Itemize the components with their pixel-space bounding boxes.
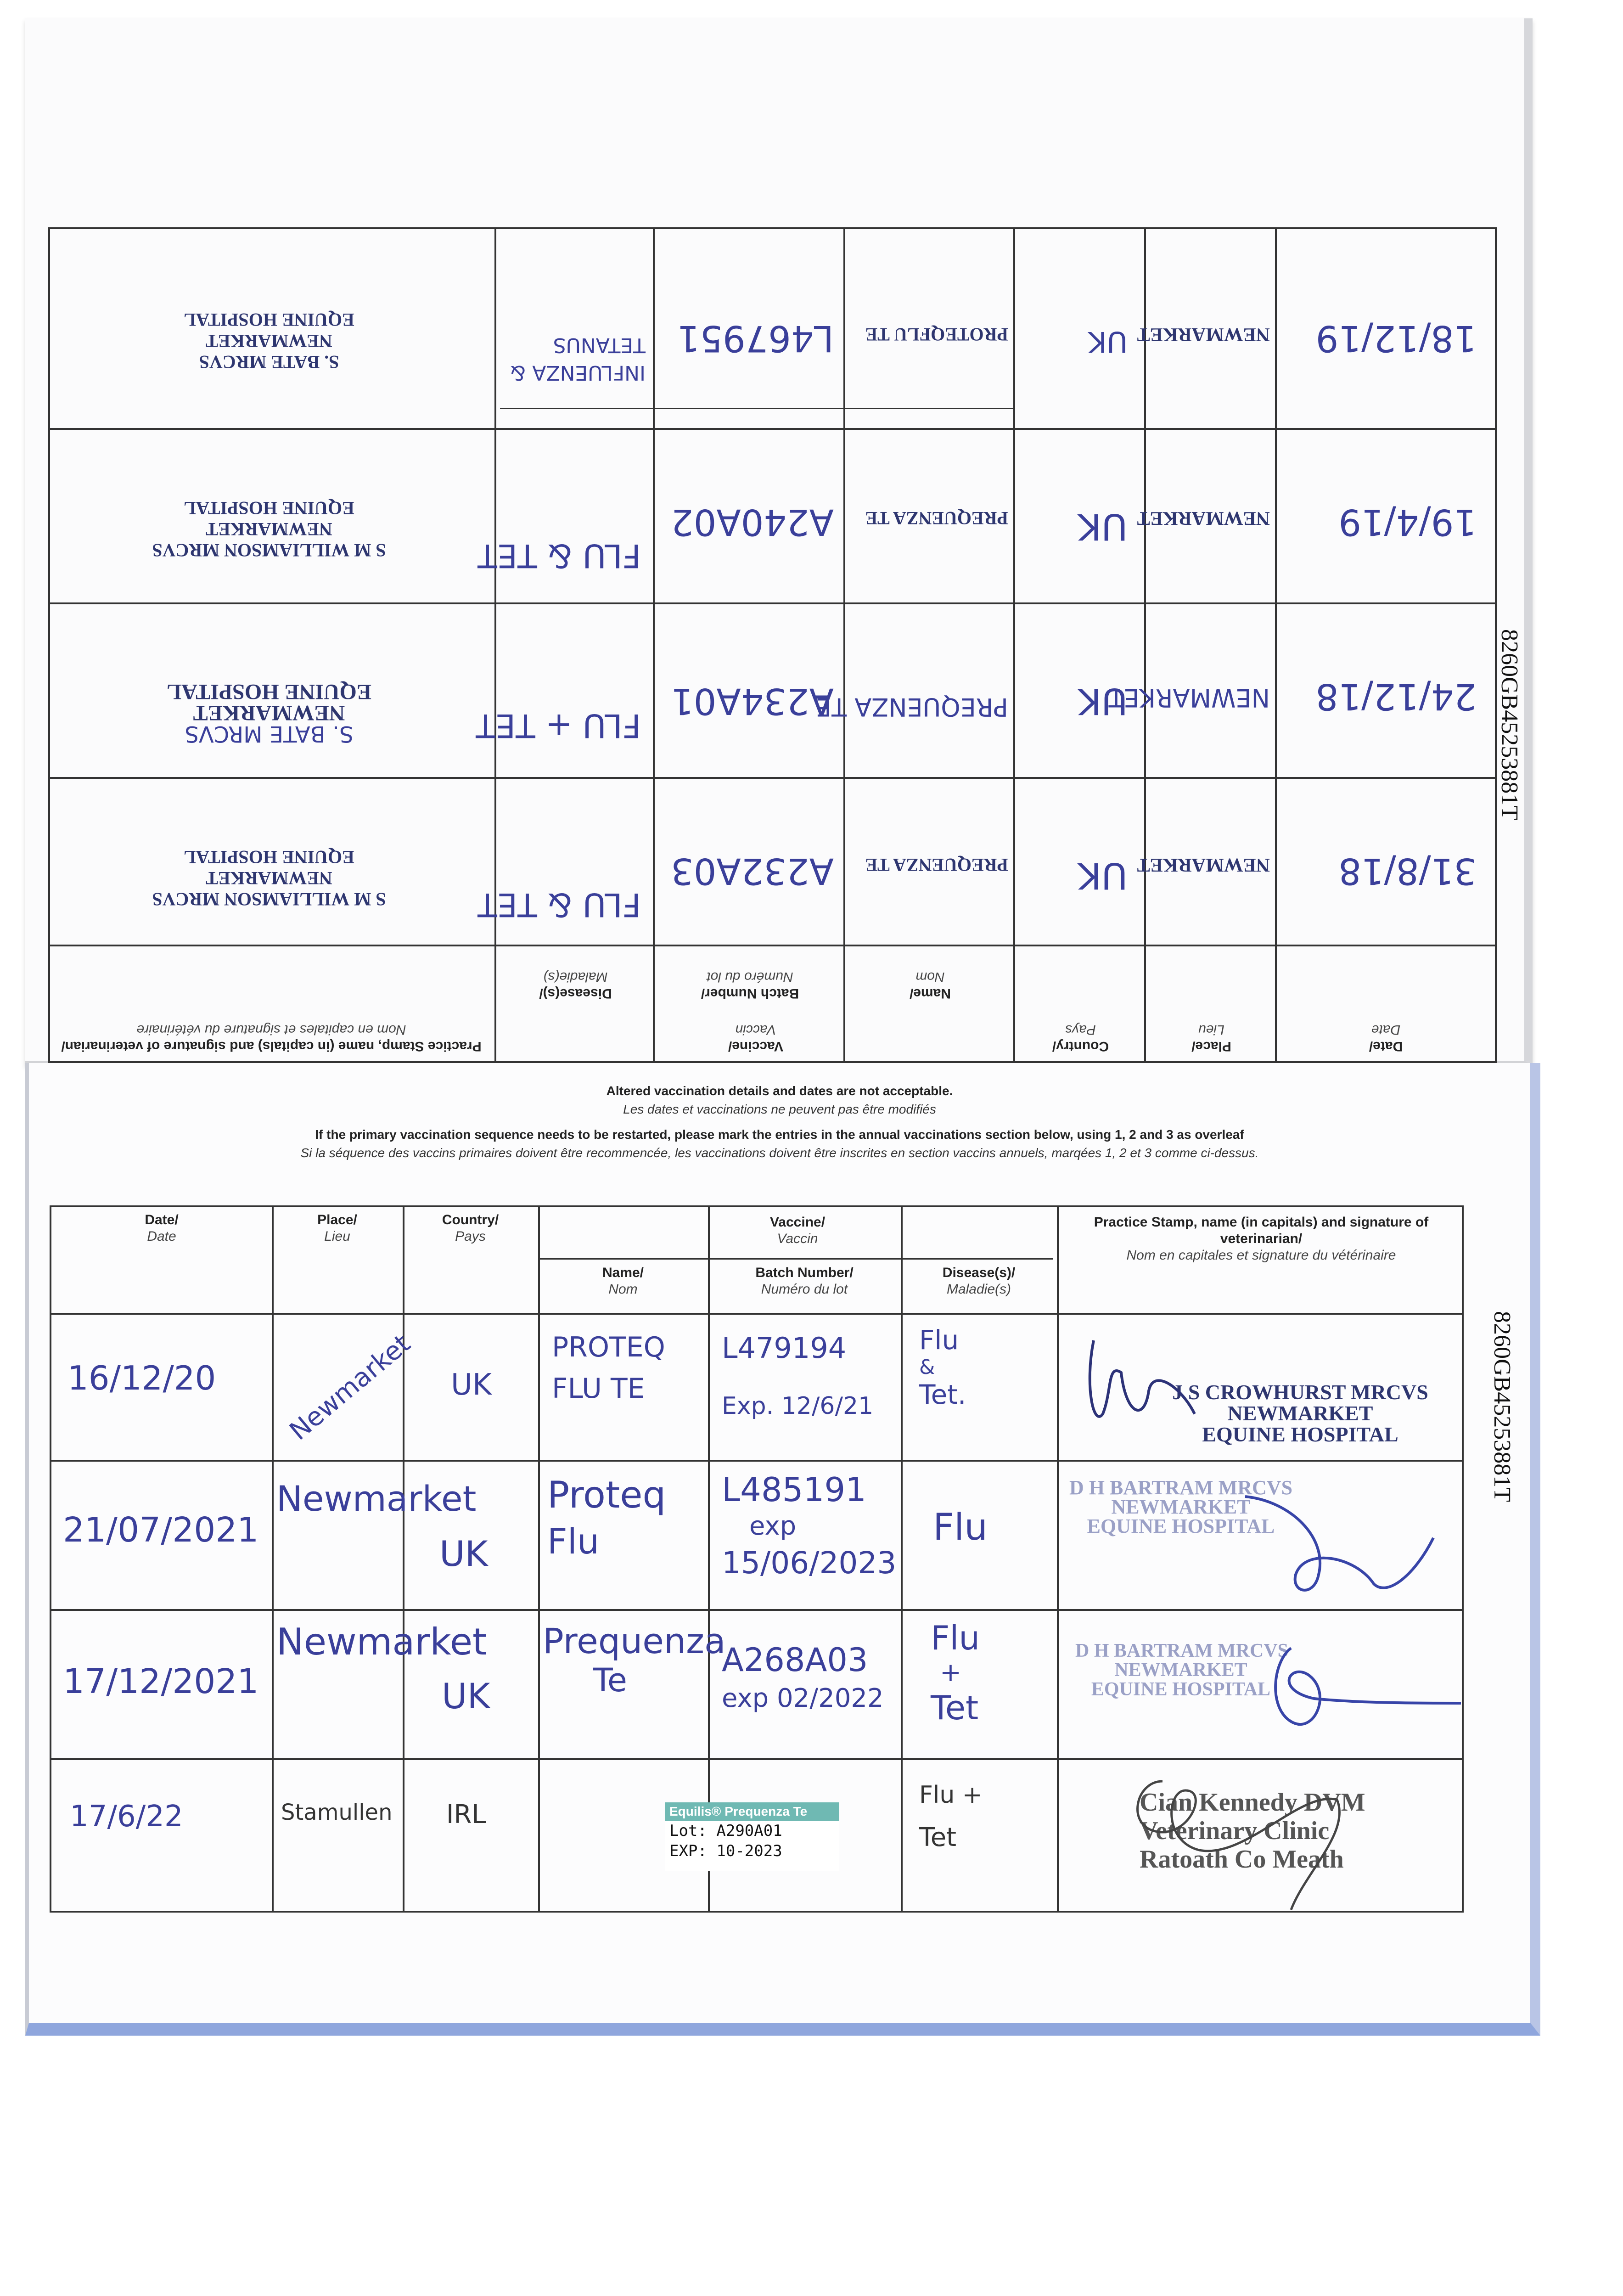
- lower-row3-name: [543, 1621, 726, 1699]
- upper-row1-date: 18/12/19: [1315, 317, 1477, 359]
- lower-row2-place: Newmarket: [276, 1478, 477, 1519]
- upper-row3-place: NEWMARKET: [1108, 683, 1270, 712]
- lower-row3-batch-line2: exp 02/2022: [722, 1683, 884, 1713]
- lower-row1-disease-line1: Flu: [919, 1324, 959, 1356]
- upper-row2-place: NEWMARKET: [1137, 507, 1270, 529]
- lower-row3-stamp-line1: D H BARTRAM MRCVS: [1075, 1640, 1289, 1661]
- upper-row4-country: UK: [1078, 855, 1128, 896]
- upper-row3-disease: FLU + TET: [476, 707, 641, 744]
- lower-row1-batch: [722, 1331, 873, 1420]
- upper-row2-stamp-line2: NEWMARKET: [206, 519, 332, 540]
- upper-row2-stamp-line1: S M WILLIAMSON MRCVS: [152, 540, 386, 561]
- lower-row4-date: 17/6/22: [70, 1800, 183, 1834]
- upper-row4-batch: A232A03: [671, 850, 834, 891]
- lower-row4-stamp-line1: Cian Kennedy DVM: [1140, 1788, 1365, 1817]
- lower-header-place: Place/: [317, 1212, 357, 1227]
- lower-row3-disease-line1: Flu: [931, 1619, 980, 1657]
- upper-row2-country: UK: [1078, 506, 1128, 547]
- lower-row3-stamp-line3: EQUINE HOSPITAL: [1091, 1679, 1271, 1700]
- lower-header-country-fr: Pays: [455, 1229, 486, 1244]
- lower-row2-batch: [722, 1471, 896, 1581]
- lower-row3-place: Newmarket: [276, 1621, 487, 1663]
- altered-notice-en: Altered vaccination details and dates are not acceptable.: [606, 1084, 953, 1098]
- lower-row4-stamp-line2: Veterinary Clinic: [1140, 1817, 1330, 1845]
- lower-header-stamp-fr: Nom en capitales et signature du vétérinaire: [1126, 1248, 1396, 1263]
- lower-row1-stamp-line3: EQUINE HOSPITAL: [1202, 1423, 1398, 1446]
- lower-header-name-fr: Nom: [608, 1282, 638, 1297]
- upper-header-batch-fr: Numéro du lot: [707, 969, 793, 985]
- lower-row3-stamp-line2: NEWMARKET: [1114, 1660, 1247, 1681]
- lower-row4-place: Stamullen: [281, 1800, 393, 1825]
- lower-row1-stamp-line1: J S CROWHURST MRCVS: [1172, 1380, 1428, 1404]
- lower-row3-name-line2: Te: [593, 1661, 627, 1699]
- lower-row2-batch-line3: 15/06/2023: [722, 1545, 897, 1581]
- sticker-exp-key: EXP:: [669, 1842, 707, 1860]
- lower-header-date-fr: Date: [147, 1229, 176, 1244]
- upper-row1-stamp-line2: NEWMARKET: [206, 331, 332, 351]
- upper-header-country-fr: Pays: [1065, 1022, 1096, 1037]
- upper-row1-place: NEWMARKET: [1137, 324, 1270, 345]
- lower-row4-disease: [919, 1781, 982, 1852]
- lower-passport-id: 8260GB45253881T: [1489, 1311, 1515, 1502]
- upper-row2-batch: A240A02: [671, 501, 834, 542]
- lower-row2-stamp-line2: NEWMARKET: [1111, 1496, 1251, 1518]
- lower-row2-country: UK: [439, 1533, 488, 1574]
- upper-row2-disease: FLU & TET: [477, 537, 641, 574]
- lower-row3-country: UK: [442, 1676, 490, 1716]
- upper-row3-stamp-line1: S. BATE MRCVS: [185, 721, 354, 747]
- upper-header-vaccine: Vaccine/: [728, 1039, 784, 1054]
- upper-row1-stamp-line3: EQUINE HOSPITAL: [184, 310, 354, 330]
- lower-row1-disease-line2: &: [919, 1356, 935, 1379]
- upper-row2-date: 19/4/19: [1338, 501, 1477, 542]
- upper-row4-stamp-line3: EQUINE HOSPITAL: [184, 847, 354, 867]
- sticker-exp-value: 10-2023: [716, 1842, 782, 1860]
- sticker-lot-key: Lot:: [669, 1822, 707, 1840]
- lower-row3-disease-line2: +: [940, 1658, 961, 1688]
- upper-row4-disease: FLU & TET: [477, 886, 641, 923]
- lower-row3-disease: [931, 1621, 980, 1725]
- upper-passport-id: 8260GB45253881T: [1496, 629, 1522, 820]
- upper-row4-place: NEWMARKET: [1137, 854, 1270, 875]
- lower-row3-name-line1: Prequenza: [543, 1621, 726, 1661]
- upper-header-stamp-fr: Nom en capitales et signature du vétérinaire: [136, 1022, 406, 1037]
- lower-row2-disease: Flu: [933, 1506, 988, 1548]
- lower-passport-page: [25, 1063, 1540, 2036]
- upper-header-country: Country/: [1052, 1039, 1109, 1054]
- upper-row1-stamp-line1: S. BATE MRCVS: [199, 352, 339, 372]
- sticker-lot-row: [665, 1821, 839, 1841]
- upper-row4-stamp-line2: NEWMARKET: [206, 868, 332, 889]
- upper-row3-date: 24/12/18: [1315, 675, 1477, 717]
- upper-row3-country: UK: [1078, 680, 1128, 721]
- lower-header-batch-fr: Numéro du lot: [761, 1282, 848, 1297]
- upper-row4-stamp-line1: S M WILLIAMSON MRCVS: [152, 889, 386, 910]
- upper-vaccination-table: [48, 227, 1497, 1063]
- lower-row1-date: 16/12/20: [67, 1359, 216, 1397]
- lower-header-place-fr: Lieu: [324, 1229, 350, 1244]
- lower-row3-batch-line1: A268A03: [722, 1641, 868, 1679]
- upper-row4-stamp: [81, 846, 457, 910]
- upper-row3-stamp-line2: NEWMARKET: [193, 701, 345, 725]
- upper-row1-country: UK: [1088, 325, 1128, 359]
- lower-row1-batch-line2: Exp. 12/6/21: [722, 1392, 874, 1420]
- lower-row1-country: UK: [451, 1368, 492, 1402]
- lower-row2-name: [547, 1474, 666, 1562]
- sticker-lot-value: A290A01: [716, 1822, 782, 1840]
- upper-row1-name: PROTEQFLU TE: [865, 324, 1008, 345]
- upper-header-date: Date/: [1369, 1039, 1403, 1054]
- upper-row1-batch: L467951: [677, 317, 834, 359]
- upper-row3-batch: A234A01: [671, 680, 834, 721]
- upper-row4-date: 31/8/18: [1338, 850, 1477, 891]
- lower-row1-disease: [919, 1324, 966, 1410]
- restart-notice-en: If the primary vaccination sequence needs to be restarted, please mark the entries in the annual vaccinations section below, using 1, 2 and 3 as overleaf: [315, 1127, 1244, 1142]
- lower-row4-disease-line2: Tet: [919, 1823, 957, 1852]
- lower-row1-signature: [1075, 1322, 1213, 1451]
- upper-row1-disease: INFLUENZA & TETANUS: [510, 333, 646, 384]
- lower-header-batch: Batch Number/: [755, 1265, 854, 1280]
- lower-row1-stamp-line2: NEWMARKET: [1227, 1401, 1373, 1425]
- upper-header-disease-fr: Maladie(s): [543, 969, 608, 985]
- upper-row3-stamp-line3: EQUINE HOSPITAL: [167, 680, 371, 704]
- upper-header-date-fr: Date: [1371, 1022, 1401, 1037]
- lower-row1-batch-line1: L479194: [722, 1331, 847, 1365]
- lower-row1-disease-line3: Tet.: [919, 1379, 966, 1410]
- lower-header-country: Country/: [442, 1212, 499, 1227]
- lower-row1-name: [552, 1331, 665, 1405]
- lower-row2-name-line1: Proteq: [547, 1474, 666, 1516]
- lower-row2-date: 21/07/2021: [63, 1510, 259, 1550]
- lower-row1-name-line2: FLU TE: [552, 1373, 645, 1405]
- lower-header-vaccine-fr: Vaccin: [777, 1231, 818, 1246]
- lower-row2-stamp-line3: EQUINE HOSPITAL: [1087, 1515, 1275, 1537]
- lower-row1-name-line1: PROTEQ: [552, 1331, 665, 1363]
- lower-header-date: Date/: [145, 1212, 179, 1227]
- upper-row3-stamp: [81, 680, 457, 747]
- lower-row2-stamp-line1: D H BARTRAM MRCVS: [1069, 1476, 1293, 1499]
- upper-header-vaccine-fr: Vaccin: [735, 1022, 776, 1037]
- upper-row3-name: PREQUENZA TE: [816, 692, 1008, 721]
- upper-header-disease: Disease(s)/: [539, 986, 612, 1001]
- altered-notice-fr: Les dates et vaccinations ne peuvent pas être modifiés: [623, 1102, 936, 1116]
- lower-header-stamp: Practice Stamp, name (in capitals) and signature of veterinarian/: [1094, 1215, 1429, 1246]
- restart-notice-fr: Si la séquence des vaccins primaires doivent être recommencée, les vaccinations doivent être inscrites en section vaccins annuels, marqées 1, 2 et 3 comme ci-dessus.: [300, 1146, 1259, 1160]
- upper-header-place: Place/: [1191, 1039, 1231, 1054]
- lower-row4-disease-line1: Flu +: [919, 1781, 983, 1809]
- lower-row2-signature: [1236, 1483, 1447, 1611]
- upper-row2-name: PREQUENZA TE: [865, 508, 1008, 529]
- upper-header-batch: Batch Number/: [701, 986, 799, 1001]
- upper-row2-stamp: [81, 497, 457, 561]
- lower-row1-place: Newmarket: [284, 1328, 416, 1446]
- upper-header-name-fr: Nom: [915, 969, 945, 985]
- lower-header-disease: Disease(s)/: [942, 1265, 1016, 1280]
- lower-row2-batch-line2: exp: [749, 1511, 797, 1541]
- lower-row3-signature: [1245, 1634, 1466, 1740]
- sticker-exp-row: [665, 1841, 839, 1861]
- upper-header-name: Name/: [909, 986, 951, 1001]
- upper-row2-stamp-line3: EQUINE HOSPITAL: [184, 498, 354, 518]
- lower-row4-country: IRL: [446, 1800, 486, 1829]
- lower-header-disease-fr: Maladie(s): [946, 1282, 1011, 1297]
- sticker-brand: Equilis® Prequenza Te: [665, 1802, 839, 1821]
- lower-row3-batch: [722, 1641, 884, 1713]
- lower-row3-date: 17/12/2021: [63, 1662, 259, 1701]
- lower-row4-stamp-line3: Ratoath Co Meath: [1140, 1845, 1344, 1874]
- lower-row2-batch-line1: L485191: [722, 1470, 866, 1509]
- lower-row2-name-line2: Flu: [547, 1521, 599, 1562]
- lower-row3-disease-line3: Tet: [931, 1688, 979, 1727]
- lower-header-vaccine: Vaccine/: [769, 1215, 826, 1230]
- upper-row1-stamp: [81, 309, 457, 372]
- upper-header-stamp: Practice Stamp, name (in capitals) and signature of veterinarian/: [61, 1039, 482, 1054]
- vaccine-batch-sticker: [665, 1802, 839, 1871]
- upper-header-place-fr: Lieu: [1198, 1022, 1224, 1037]
- lower-row4-signature: [1107, 1763, 1365, 1914]
- upper-row4-name: PREQUENZA TE: [865, 855, 1008, 875]
- upper-passport-page: [25, 18, 1533, 1065]
- lower-header-name: Name/: [602, 1265, 644, 1280]
